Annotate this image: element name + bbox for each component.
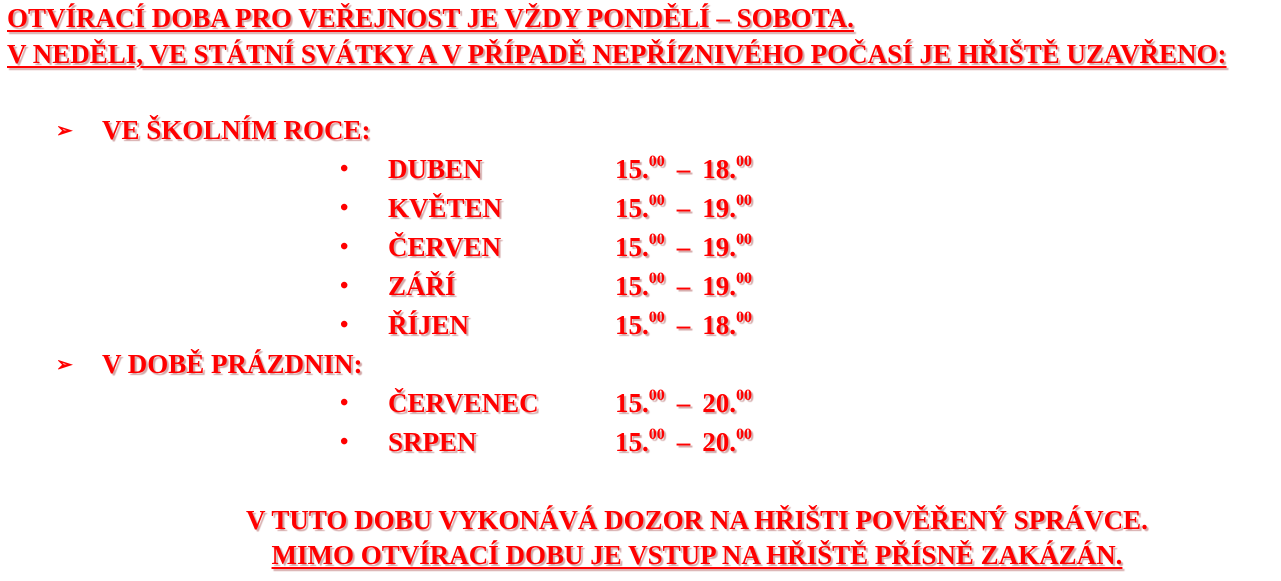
time-to: 20.	[702, 427, 736, 457]
time-to: 18.	[702, 154, 736, 184]
time-to-minutes: 00	[736, 309, 752, 326]
time-to: 19.	[702, 271, 736, 301]
time-to: 18.	[702, 310, 736, 340]
time-from-minutes: 00	[648, 309, 665, 326]
month-label: SRPEN	[388, 427, 477, 457]
time-to-minutes: 00	[736, 231, 752, 248]
time-from: 15.	[615, 427, 649, 457]
dash-separator: –	[676, 232, 691, 262]
time-from: 15.	[615, 388, 649, 418]
time-to-minutes: 00	[736, 426, 752, 443]
month-label: KVĚTEN	[388, 193, 503, 223]
arrow-bullet-icon: ➢	[56, 120, 73, 142]
time-to: 20.	[702, 388, 736, 418]
section-school-year-label: VE ŠKOLNÍM ROCE:	[102, 115, 371, 145]
dash-separator: –	[676, 310, 691, 340]
time-to: 19.	[702, 193, 736, 223]
header-line-1: OTVÍRACÍ DOBA PRO VEŘEJNOST JE VŽDY PONDĚLÍ – SOBOTA.	[7, 3, 854, 33]
time-from-minutes: 00	[648, 192, 665, 209]
time-to-minutes: 00	[736, 270, 752, 287]
section-holidays-label: V DOBĚ PRÁZDNIN:	[102, 349, 363, 379]
time-from-minutes: 00	[648, 270, 665, 287]
time-from: 15.	[615, 271, 649, 301]
arrow-bullet-icon: ➢	[56, 354, 73, 376]
time-from: 15.	[615, 310, 649, 340]
bullet-icon: •	[340, 429, 349, 455]
dash-separator: –	[676, 388, 691, 418]
bullet-icon: •	[340, 156, 349, 182]
time-range	[615, 387, 752, 419]
time-from-minutes: 00	[648, 426, 665, 443]
time-from: 15.	[615, 193, 649, 223]
time-to-minutes: 00	[736, 153, 752, 170]
time-range	[615, 426, 752, 458]
time-range	[615, 192, 752, 224]
time-to-minutes: 00	[736, 387, 752, 404]
bullet-icon: •	[340, 195, 349, 221]
bullet-icon: •	[340, 234, 349, 260]
time-range	[615, 309, 752, 341]
header-line-2: V NEDĚLI, VE STÁTNÍ SVÁTKY A V PŘÍPADĚ NEPŘÍZNIVÉHO POČASÍ JE HŘIŠTĚ UZAVŘENO:	[7, 39, 1227, 69]
dash-separator: –	[676, 271, 691, 301]
footer-line-1: V TUTO DOBU VYKONÁVÁ DOZOR NA HŘIŠTI POVĚŘENÝ SPRÁVCE.	[246, 505, 1148, 535]
time-to: 19.	[702, 232, 736, 262]
time-range	[615, 231, 752, 263]
dash-separator: –	[676, 193, 691, 223]
time-from-minutes: 00	[648, 153, 665, 170]
bullet-icon: •	[340, 273, 349, 299]
month-label: ČERVEN	[388, 232, 502, 262]
dash-separator: –	[676, 427, 691, 457]
footer-line-2: MIMO OTVÍRACÍ DOBU JE VSTUP NA HŘIŠTĚ PŘÍSNĚ ZAKÁZÁN.	[271, 540, 1123, 570]
time-to-minutes: 00	[736, 192, 752, 209]
month-label: ŘÍJEN	[388, 310, 470, 340]
month-label: ZÁŘÍ	[388, 271, 456, 301]
time-from: 15.	[615, 232, 649, 262]
dash-separator: –	[676, 154, 691, 184]
section-holidays	[56, 349, 363, 380]
time-range	[615, 270, 752, 302]
time-from: 15.	[615, 154, 649, 184]
time-from-minutes: 00	[648, 387, 665, 404]
bullet-icon: •	[340, 312, 349, 338]
month-label: ČERVENEC	[388, 388, 539, 418]
time-from-minutes: 00	[648, 231, 665, 248]
month-label: DUBEN	[388, 154, 483, 184]
time-range	[615, 153, 752, 185]
bullet-icon: •	[340, 390, 349, 416]
section-school-year	[56, 115, 371, 146]
